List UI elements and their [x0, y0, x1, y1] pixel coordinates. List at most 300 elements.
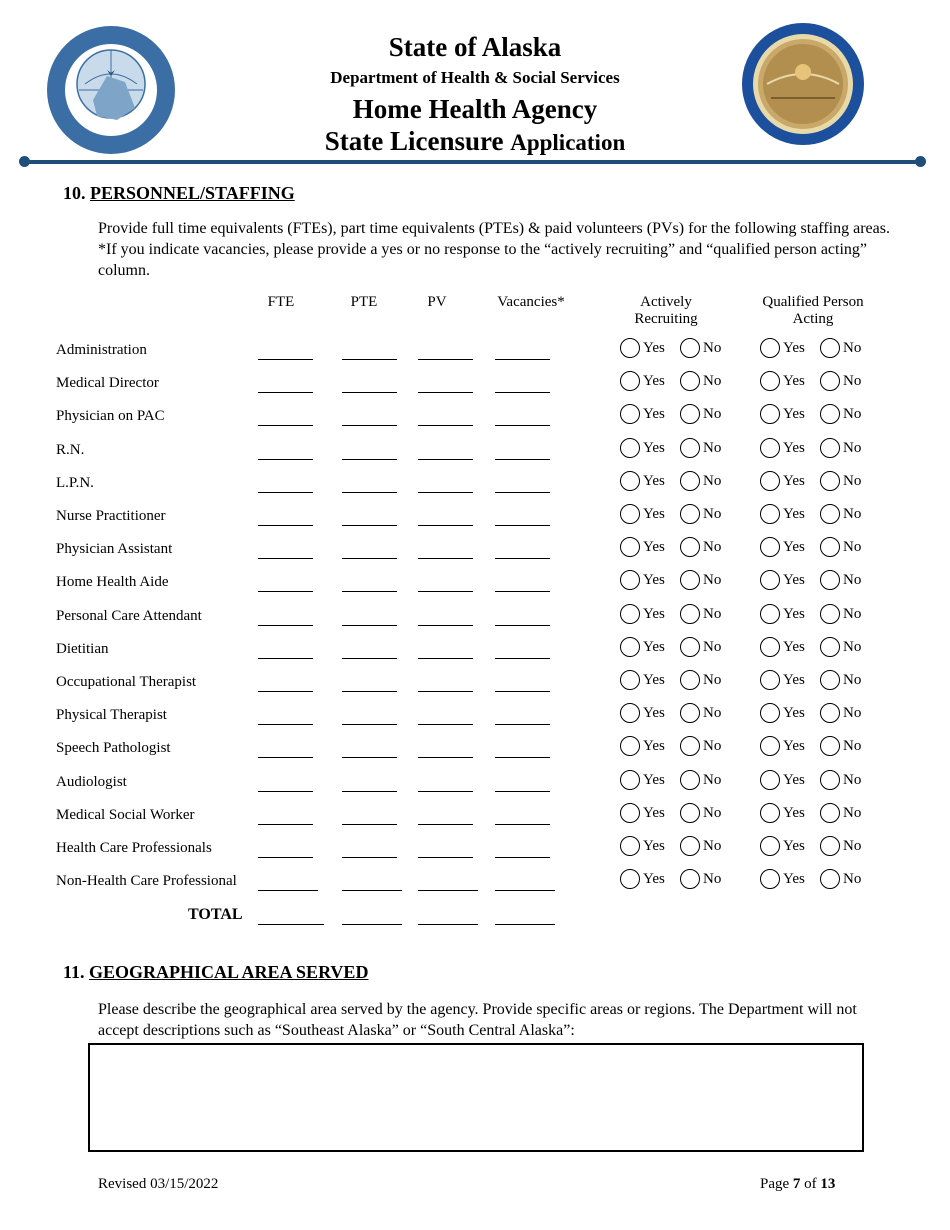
radio-circle-icon[interactable]	[760, 504, 780, 524]
qualified-no-radio[interactable]	[820, 438, 861, 458]
radio-circle-icon[interactable]	[680, 670, 700, 690]
radio-label: Yes	[643, 771, 665, 788]
row-vacancies-blank[interactable]	[495, 558, 550, 559]
row-pv-blank[interactable]	[418, 392, 473, 393]
row-fte-blank[interactable]	[258, 658, 313, 659]
section-11-title: GEOGRAPHICAL AREA SERVED	[89, 962, 369, 982]
section-11-heading	[63, 962, 368, 983]
qualified-yes-radio[interactable]	[760, 537, 805, 557]
radio-circle-icon[interactable]	[760, 438, 780, 458]
radio-label: Yes	[783, 837, 805, 854]
row-pte-blank[interactable]	[342, 625, 397, 626]
row-pte-blank[interactable]	[342, 791, 397, 792]
radio-circle-icon[interactable]	[620, 803, 640, 823]
row-pte-blank[interactable]	[342, 492, 397, 493]
radio-label: No	[843, 771, 862, 788]
radio-label: Yes	[783, 571, 805, 588]
row-pv-blank[interactable]	[418, 359, 473, 360]
radio-label: Yes	[783, 372, 805, 389]
section-11-instructions: Please describe the geographical area served by the agency. Provide specific areas or regions. The Department will not accept descriptions such as “Southeast Alaska” or “South Central Alaska”:	[98, 1001, 857, 1039]
radio-circle-icon[interactable]	[820, 703, 840, 723]
radio-circle-icon[interactable]	[680, 803, 700, 823]
radio-label: Yes	[643, 804, 665, 821]
col-qualified-line1: Qualified Person	[762, 294, 864, 310]
qualified-yes-radio[interactable]	[760, 404, 805, 424]
total-label: TOTAL	[188, 906, 243, 923]
row-vacancies-blank[interactable]	[495, 591, 550, 592]
radio-circle-icon[interactable]	[760, 770, 780, 790]
radio-circle-icon[interactable]	[820, 736, 840, 756]
actively-yes-radio[interactable]	[620, 670, 665, 690]
radio-circle-icon[interactable]	[760, 338, 780, 358]
qualified-yes-radio[interactable]	[760, 471, 805, 491]
row-vacancies-blank[interactable]	[495, 625, 550, 626]
radio-label: No	[703, 472, 722, 489]
row-fte-blank[interactable]	[258, 591, 313, 592]
row-label: Physician Assistant	[56, 541, 173, 557]
radio-circle-icon[interactable]	[620, 869, 640, 889]
radio-circle-icon[interactable]	[680, 570, 700, 590]
radio-label: Yes	[643, 737, 665, 754]
actively-no-radio[interactable]	[680, 537, 721, 557]
section-10-title: PERSONNEL/STAFFING	[90, 183, 295, 203]
radio-label: No	[703, 638, 722, 655]
col-vacancies: Vacancies*	[497, 294, 565, 310]
actively-yes-radio[interactable]	[620, 570, 665, 590]
header-department: Department of Health & Social Services	[330, 68, 620, 87]
qualified-yes-radio[interactable]	[760, 604, 805, 624]
qualified-no-radio[interactable]	[820, 404, 861, 424]
radio-circle-icon[interactable]	[760, 570, 780, 590]
row-vacancies-blank[interactable]	[495, 724, 550, 725]
radio-circle-icon[interactable]	[620, 770, 640, 790]
row-vacancies-blank[interactable]	[495, 492, 550, 493]
row-fte-blank[interactable]	[258, 459, 313, 460]
actively-yes-radio[interactable]	[620, 736, 665, 756]
radio-circle-icon[interactable]	[680, 371, 700, 391]
row-label: Medical Director	[56, 375, 159, 391]
row-pte-blank[interactable]	[342, 890, 402, 891]
radio-circle-icon[interactable]	[620, 504, 640, 524]
actively-no-radio[interactable]	[680, 703, 721, 723]
row-pv-blank[interactable]	[418, 425, 473, 426]
radio-label: No	[703, 571, 722, 588]
radio-label: Yes	[783, 704, 805, 721]
col-actively-line1: Actively	[640, 294, 692, 310]
actively-yes-radio[interactable]	[620, 371, 665, 391]
actively-no-radio[interactable]	[680, 604, 721, 624]
row-fte-blank[interactable]	[258, 890, 318, 891]
radio-label: Yes	[783, 505, 805, 522]
row-vacancies-blank[interactable]	[495, 359, 550, 360]
radio-circle-icon[interactable]	[680, 770, 700, 790]
actively-no-radio[interactable]	[680, 504, 721, 524]
radio-label: No	[703, 439, 722, 456]
actively-yes-radio[interactable]	[620, 803, 665, 823]
radio-circle-icon[interactable]	[680, 703, 700, 723]
row-pte-blank[interactable]	[342, 591, 397, 592]
row-vacancies-blank[interactable]	[495, 658, 550, 659]
actively-no-radio[interactable]	[680, 736, 721, 756]
row-pte-blank[interactable]	[342, 824, 397, 825]
radio-label: No	[843, 339, 862, 356]
row-fte-blank[interactable]	[258, 558, 313, 559]
radio-circle-icon[interactable]	[820, 371, 840, 391]
radio-circle-icon[interactable]	[760, 404, 780, 424]
radio-label: Yes	[643, 505, 665, 522]
radio-circle-icon[interactable]	[820, 338, 840, 358]
row-vacancies-blank[interactable]	[495, 525, 550, 526]
radio-circle-icon[interactable]	[620, 670, 640, 690]
radio-circle-icon[interactable]	[680, 338, 700, 358]
radio-label: No	[703, 671, 722, 688]
actively-no-radio[interactable]	[680, 637, 721, 657]
row-pte-blank[interactable]	[342, 757, 397, 758]
row-vacancies-blank[interactable]	[495, 857, 550, 858]
radio-circle-icon[interactable]	[760, 803, 780, 823]
row-label: Physical Therapist	[56, 707, 167, 723]
footer-page-total: 13	[820, 1176, 836, 1192]
footer-page	[760, 1176, 835, 1193]
qualified-no-radio[interactable]	[820, 504, 861, 524]
row-vacancies-blank[interactable]	[495, 757, 550, 758]
radio-circle-icon[interactable]	[760, 637, 780, 657]
row-vacancies-blank[interactable]	[495, 890, 555, 891]
qualified-yes-radio[interactable]	[760, 637, 805, 657]
radio-circle-icon[interactable]	[760, 604, 780, 624]
row-fte-blank[interactable]	[258, 525, 313, 526]
qualified-yes-radio[interactable]	[760, 836, 805, 856]
header-licensure-main: State Licensure	[324, 126, 504, 156]
radio-circle-icon[interactable]	[820, 570, 840, 590]
radio-label: No	[843, 638, 862, 655]
row-label: Nurse Practitioner	[56, 508, 166, 524]
header-agency: Home Health Agency	[352, 94, 598, 124]
qualified-yes-radio[interactable]	[760, 803, 805, 823]
radio-circle-icon[interactable]	[680, 438, 700, 458]
section-10-instructions: Provide full time equivalents (FTEs), part time equivalents (PTEs) & paid volunteers (PVs) for the following staffing areas. *If you indicate vacancies, please provide a yes or no response to the “actively recruiting” and “qualified person acting” column.	[98, 220, 890, 279]
radio-circle-icon[interactable]	[620, 604, 640, 624]
radio-label: No	[703, 372, 722, 389]
qualified-no-radio[interactable]	[820, 869, 861, 889]
radio-label: No	[843, 870, 862, 887]
actively-yes-radio[interactable]	[620, 404, 665, 424]
radio-circle-icon[interactable]	[820, 504, 840, 524]
row-fte-blank[interactable]	[258, 625, 313, 626]
actively-no-radio[interactable]	[680, 338, 721, 358]
qualified-no-radio[interactable]	[820, 338, 861, 358]
geographical-area-textbox[interactable]	[88, 1043, 864, 1152]
row-pte-blank[interactable]	[342, 724, 397, 725]
radio-circle-icon[interactable]	[760, 869, 780, 889]
radio-label: Yes	[643, 339, 665, 356]
radio-label: Yes	[783, 405, 805, 422]
row-pv-blank[interactable]	[418, 890, 478, 891]
row-pv-blank[interactable]	[418, 724, 473, 725]
row-pte-blank[interactable]	[342, 558, 397, 559]
actively-no-radio[interactable]	[680, 770, 721, 790]
radio-circle-icon[interactable]	[680, 869, 700, 889]
row-vacancies-blank[interactable]	[495, 392, 550, 393]
col-fte: FTE	[267, 294, 295, 310]
radio-circle-icon[interactable]	[620, 537, 640, 557]
radio-circle-icon[interactable]	[620, 471, 640, 491]
row-pte-blank[interactable]	[342, 425, 397, 426]
radio-label: Yes	[783, 638, 805, 655]
total-pv-blank[interactable]	[418, 924, 478, 925]
qualified-no-radio[interactable]	[820, 703, 861, 723]
row-vacancies-blank[interactable]	[495, 459, 550, 460]
radio-circle-icon[interactable]	[680, 404, 700, 424]
row-pv-blank[interactable]	[418, 591, 473, 592]
radio-circle-icon[interactable]	[680, 471, 700, 491]
col-actively-recruiting	[616, 294, 716, 328]
radio-label: Yes	[643, 605, 665, 622]
row-fte-blank[interactable]	[258, 757, 313, 758]
radio-circle-icon[interactable]	[820, 471, 840, 491]
radio-circle-icon[interactable]	[820, 637, 840, 657]
radio-label: No	[703, 405, 722, 422]
row-fte-blank[interactable]	[258, 359, 313, 360]
actively-yes-radio[interactable]	[620, 637, 665, 657]
row-label: Occupational Therapist	[56, 674, 197, 690]
radio-circle-icon[interactable]	[820, 770, 840, 790]
col-pte: PTE	[350, 294, 378, 310]
radio-circle-icon[interactable]	[760, 703, 780, 723]
row-fte-blank[interactable]	[258, 392, 313, 393]
radio-label: No	[843, 439, 862, 456]
radio-label: Yes	[783, 737, 805, 754]
qualified-yes-radio[interactable]	[760, 438, 805, 458]
radio-label: Yes	[783, 472, 805, 489]
header-rule-right-dot	[915, 156, 926, 167]
radio-circle-icon[interactable]	[620, 703, 640, 723]
qualified-no-radio[interactable]	[820, 670, 861, 690]
radio-label: No	[843, 405, 862, 422]
actively-no-radio[interactable]	[680, 869, 721, 889]
row-pte-blank[interactable]	[342, 525, 397, 526]
actively-yes-radio[interactable]	[620, 836, 665, 856]
row-pte-blank[interactable]	[342, 658, 397, 659]
actively-no-radio[interactable]	[680, 836, 721, 856]
actively-no-radio[interactable]	[680, 404, 721, 424]
qualified-yes-radio[interactable]	[760, 703, 805, 723]
row-fte-blank[interactable]	[258, 857, 313, 858]
actively-yes-radio[interactable]	[620, 537, 665, 557]
section-10-heading	[63, 183, 295, 204]
radio-circle-icon[interactable]	[620, 836, 640, 856]
radio-circle-icon[interactable]	[820, 803, 840, 823]
radio-label: Yes	[783, 339, 805, 356]
radio-circle-icon[interactable]	[680, 836, 700, 856]
radio-circle-icon[interactable]	[680, 504, 700, 524]
footer-page-prefix: Page	[760, 1176, 793, 1192]
actively-yes-radio[interactable]	[620, 438, 665, 458]
actively-yes-radio[interactable]	[620, 604, 665, 624]
qualified-no-radio[interactable]	[820, 637, 861, 657]
qualified-yes-radio[interactable]	[760, 736, 805, 756]
row-label: Dietitian	[56, 641, 109, 657]
row-pv-blank[interactable]	[418, 824, 473, 825]
radio-circle-icon[interactable]	[620, 570, 640, 590]
row-pte-blank[interactable]	[342, 857, 397, 858]
qualified-yes-radio[interactable]	[760, 371, 805, 391]
actively-no-radio[interactable]	[680, 570, 721, 590]
actively-no-radio[interactable]	[680, 438, 721, 458]
header-state: State of Alaska	[388, 32, 562, 62]
row-pte-blank[interactable]	[342, 359, 397, 360]
actively-yes-radio[interactable]	[620, 471, 665, 491]
section-11-number: 11.	[63, 962, 85, 982]
row-pv-blank[interactable]	[418, 525, 473, 526]
radio-circle-icon[interactable]	[680, 736, 700, 756]
row-pv-blank[interactable]	[418, 625, 473, 626]
row-pv-blank[interactable]	[418, 691, 473, 692]
actively-yes-radio[interactable]	[620, 504, 665, 524]
radio-circle-icon[interactable]	[680, 537, 700, 557]
actively-no-radio[interactable]	[680, 670, 721, 690]
row-fte-blank[interactable]	[258, 824, 313, 825]
row-label: Non-Health Care Professional	[56, 873, 237, 889]
radio-label: Yes	[643, 538, 665, 555]
header-application: Application	[510, 130, 626, 155]
row-fte-blank[interactable]	[258, 492, 313, 493]
row-fte-blank[interactable]	[258, 724, 313, 725]
radio-circle-icon[interactable]	[760, 471, 780, 491]
radio-circle-icon[interactable]	[620, 404, 640, 424]
radio-circle-icon[interactable]	[820, 604, 840, 624]
radio-circle-icon[interactable]	[760, 670, 780, 690]
radio-circle-icon[interactable]	[620, 438, 640, 458]
row-label: Medical Social Worker	[56, 807, 195, 823]
qualified-no-radio[interactable]	[820, 537, 861, 557]
total-vacancies-blank[interactable]	[495, 924, 555, 925]
radio-circle-icon[interactable]	[680, 637, 700, 657]
radio-label: No	[703, 704, 722, 721]
row-pv-blank[interactable]	[418, 558, 473, 559]
radio-circle-icon[interactable]	[760, 736, 780, 756]
actively-yes-radio[interactable]	[620, 338, 665, 358]
radio-circle-icon[interactable]	[680, 604, 700, 624]
col-actively-line2: Recruiting	[634, 311, 698, 327]
qualified-yes-radio[interactable]	[760, 504, 805, 524]
radio-label: No	[703, 505, 722, 522]
radio-circle-icon[interactable]	[820, 404, 840, 424]
row-vacancies-blank[interactable]	[495, 425, 550, 426]
radio-label: Yes	[783, 605, 805, 622]
row-pv-blank[interactable]	[418, 857, 473, 858]
qualified-no-radio[interactable]	[820, 836, 861, 856]
radio-circle-icon[interactable]	[620, 371, 640, 391]
radio-label: Yes	[643, 571, 665, 588]
radio-label: Yes	[783, 538, 805, 555]
qualified-yes-radio[interactable]	[760, 770, 805, 790]
row-label: Audiologist	[56, 774, 127, 790]
qualified-no-radio[interactable]	[820, 604, 861, 624]
col-qualified-line2: Acting	[792, 311, 834, 327]
radio-circle-icon[interactable]	[760, 537, 780, 557]
radio-circle-icon[interactable]	[620, 736, 640, 756]
radio-label: No	[843, 804, 862, 821]
qualified-no-radio[interactable]	[820, 471, 861, 491]
radio-label: Yes	[783, 771, 805, 788]
actively-no-radio[interactable]	[680, 471, 721, 491]
radio-circle-icon[interactable]	[620, 637, 640, 657]
qualified-no-radio[interactable]	[820, 770, 861, 790]
radio-circle-icon[interactable]	[760, 371, 780, 391]
row-pte-blank[interactable]	[342, 459, 397, 460]
radio-circle-icon[interactable]	[820, 670, 840, 690]
actively-no-radio[interactable]	[680, 803, 721, 823]
qualified-yes-radio[interactable]	[760, 338, 805, 358]
footer-page-of: of	[800, 1176, 821, 1192]
qualified-yes-radio[interactable]	[760, 570, 805, 590]
actively-yes-radio[interactable]	[620, 703, 665, 723]
qualified-yes-radio[interactable]	[760, 869, 805, 889]
radio-circle-icon[interactable]	[620, 338, 640, 358]
row-label: Administration	[56, 342, 147, 358]
row-pte-blank[interactable]	[342, 392, 397, 393]
col-qualified-person	[750, 294, 876, 328]
radio-label: No	[703, 737, 722, 754]
row-label: Health Care Professionals	[56, 840, 212, 856]
radio-label: Yes	[783, 870, 805, 887]
radio-label: No	[703, 538, 722, 555]
row-pv-blank[interactable]	[418, 757, 473, 758]
row-vacancies-blank[interactable]	[495, 791, 550, 792]
row-pv-blank[interactable]	[418, 459, 473, 460]
qualified-no-radio[interactable]	[820, 371, 861, 391]
qualified-no-radio[interactable]	[820, 803, 861, 823]
actively-no-radio[interactable]	[680, 371, 721, 391]
qualified-no-radio[interactable]	[820, 570, 861, 590]
total-fte-blank[interactable]	[258, 924, 324, 925]
radio-label: No	[703, 804, 722, 821]
radio-label: Yes	[643, 671, 665, 688]
radio-circle-icon[interactable]	[820, 869, 840, 889]
row-pte-blank[interactable]	[342, 691, 397, 692]
total-pte-blank[interactable]	[342, 924, 402, 925]
radio-label: Yes	[643, 837, 665, 854]
row-pv-blank[interactable]	[418, 791, 473, 792]
row-vacancies-blank[interactable]	[495, 824, 550, 825]
radio-label: Yes	[643, 372, 665, 389]
radio-label: No	[843, 372, 862, 389]
actively-yes-radio[interactable]	[620, 869, 665, 889]
qualified-no-radio[interactable]	[820, 736, 861, 756]
radio-circle-icon[interactable]	[820, 836, 840, 856]
radio-circle-icon[interactable]	[820, 438, 840, 458]
row-pv-blank[interactable]	[418, 658, 473, 659]
radio-label: Yes	[643, 439, 665, 456]
radio-circle-icon[interactable]	[760, 836, 780, 856]
radio-label: No	[843, 472, 862, 489]
row-fte-blank[interactable]	[258, 791, 313, 792]
row-label: Physician on PAC	[56, 408, 165, 424]
qualified-yes-radio[interactable]	[760, 670, 805, 690]
radio-label: Yes	[643, 638, 665, 655]
radio-label: No	[703, 605, 722, 622]
actively-yes-radio[interactable]	[620, 770, 665, 790]
row-label: Speech Pathologist	[56, 740, 171, 756]
footer-page-num: 7	[792, 1176, 801, 1192]
row-fte-blank[interactable]	[258, 425, 313, 426]
radio-circle-icon[interactable]	[820, 537, 840, 557]
row-vacancies-blank[interactable]	[495, 691, 550, 692]
row-pv-blank[interactable]	[418, 492, 473, 493]
row-fte-blank[interactable]	[258, 691, 313, 692]
section-10-number: 10.	[63, 183, 86, 203]
